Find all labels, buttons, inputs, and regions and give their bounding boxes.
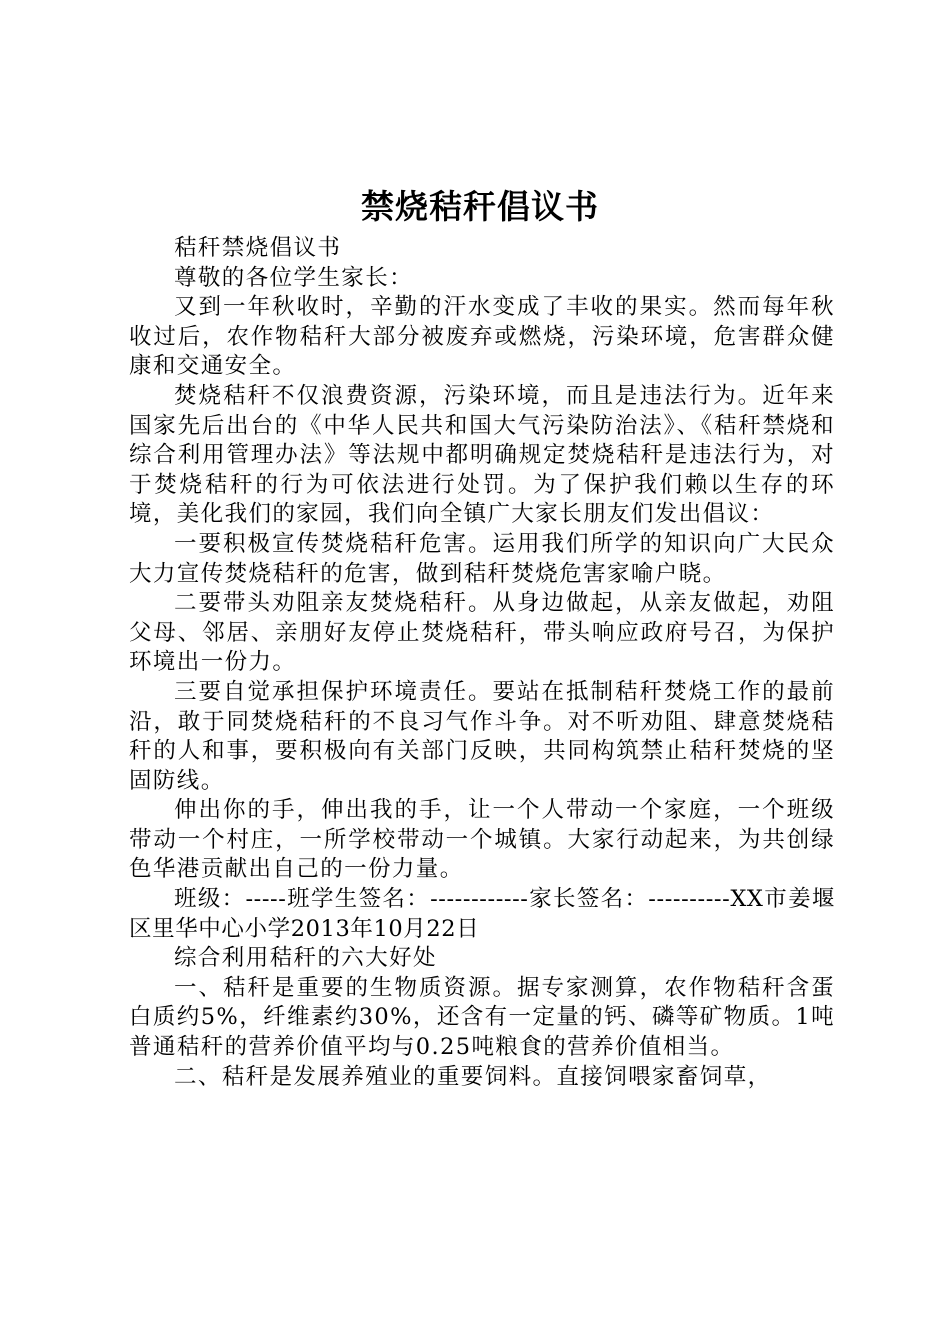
paragraph-subtitle: 秸秆禁烧倡议书 [174,235,342,261]
paragraph-proposal-2: 二要带头劝阻亲友焚烧秸秆。从身边做起，从亲友做起，劝阻父母、邻居、亲朋好友停止焚烧秸秆，带头响应政府号召，为保护环境出一份力。 [129,590,835,676]
paragraph-proposal-3: 三要自觉承担保护环境责任。要站在抵制秸秆焚烧工作的最前沿，敢于同焚烧秸秆的不良习气作斗争。对不听劝阻、肆意焚烧秸秆的人和事，要积极向有关部门反映，共同构筑禁止秸秆焚烧的坚固防线。 [129,678,835,794]
paragraph-salutation: 尊敬的各位学生家长： [174,264,414,291]
paragraph-signature: 班级：-----班学生签名：------------家长签名：----------XX市姜堰区里华中心小学2013年10月22日 [129,886,835,942]
paragraph-benefit-2: 二、秸秆是发展养殖业的重要饲料。直接饲喂家畜饲草， [174,1063,772,1090]
document-title: 禁烧秸秆倡议书 [361,187,599,226]
paragraph-law: 焚烧秸秆不仅浪费资源，污染环境，而且是违法行为。近年来国家先后出台的《中华人民共和国大气污染防治法》、《秸秆禁烧和综合利用管理办法》等法规中都明确规定焚烧秸秆是违法行为，对于焚烧秸秆的行为可依法进行处罚。为了保护我们赖以生存的环境，美化我们的家园，我们向全镇广大家长朋友们发出倡议： [129,382,835,528]
paragraph-call-to-action: 伸出你的手，伸出我的手，让一个人带动一个家庭，一个班级带动一个村庄，一所学校带动一个城镇。大家行动起来，为共创绿色华港贡献出自己的一份力量。 [129,797,835,883]
paragraph-benefit-1: 一、秸秆是重要的生物质资源。据专家测算，农作物秸秆含蛋白质约5%，纤维素约30%，还含有一定量的钙、磷等矿物质。1吨普通秸秆的营养价值平均与0.25吨粮食的营养价值相当。 [129,974,835,1061]
paragraph-proposal-1: 一要积极宣传焚烧秸秆危害。运用我们所学的知识向广大民众大力宣传焚烧秸秆的危害，做到秸秆焚烧危害家喻户晓。 [129,530,835,587]
document-body [129,234,835,1092]
paragraph-section-heading: 综合利用秸秆的六大好处 [174,945,437,972]
paragraph-intro: 又到一年秋收时，辛勤的汗水变成了丰收的果实。然而每年秋收过后，农作物秸秆大部分被废弃或燃烧，污染环境，危害群众健康和交通安全。 [129,294,835,380]
